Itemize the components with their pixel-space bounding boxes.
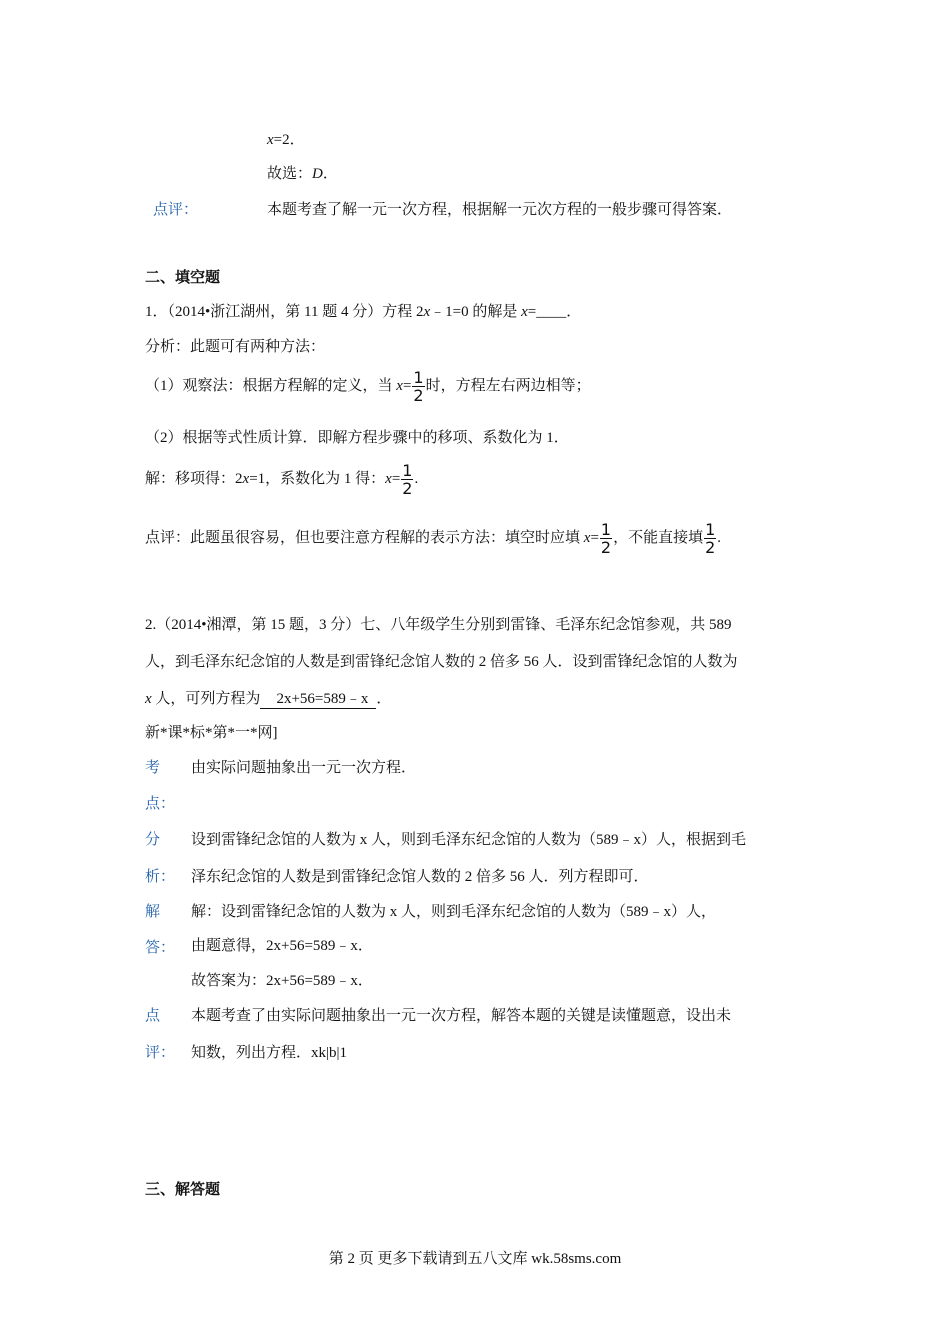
frac-den: 2 — [402, 479, 413, 498]
page-footer: 第 2 页 更多下载请到五八文库 wk.58sms.com — [328, 1251, 622, 1267]
solution-mid: =1，系数化为 1 得： — [249, 470, 386, 487]
var-x: x — [396, 377, 403, 394]
x-equals-2 — [267, 128, 305, 149]
line3-text: 人，可列方程为 — [151, 691, 261, 707]
fraction-one-half — [704, 521, 716, 556]
var-x: x — [385, 470, 392, 487]
fraction-one-half — [412, 369, 424, 404]
dian-label-2: 评： — [145, 1045, 176, 1061]
q1-question — [145, 300, 581, 321]
frac-den: 2 — [413, 386, 424, 405]
var-x: x — [267, 132, 274, 148]
method1-pre: （1）观察法：根据方程解的定义，当 — [145, 377, 397, 394]
frac-num: 1 — [413, 368, 424, 387]
solution-end: . — [414, 470, 419, 487]
q1-comment — [145, 521, 721, 556]
method1-eq: = — [402, 377, 412, 394]
fraction-one-half — [600, 521, 612, 556]
q1-solution — [145, 462, 418, 497]
frac-num: 1 — [600, 520, 612, 539]
method1-post: 时，方程左右两边相等； — [425, 377, 591, 394]
jie-line2: 由题意得，2x+56=589﹣x． — [191, 938, 373, 954]
q2-line1: 2.（2014•湘潭，第 15 题，3 分）七、八年级学生分别到雷锋、毛泽东纪念馆参观，共 589 — [145, 617, 732, 633]
q2-line2: 人，到毛泽东纪念馆的人数是到雷锋纪念馆人数的 2 倍多 56 人．设到雷锋纪念馆的人数为 — [145, 654, 738, 670]
q1-tail: =____． — [527, 304, 582, 320]
q1-method1 — [145, 369, 591, 404]
comment-pre: 点评：此题虽很容易，但也要注意方程解的表示方法：填空时应填 — [145, 529, 584, 546]
kao-label-1: 考 — [145, 760, 161, 776]
solution-pre: 解：移项得：2 — [145, 470, 243, 487]
choose-value: D — [312, 166, 323, 182]
dian-line1: 本题考查了由实际问题抽象出一元一次方程，解答本题的关键是读懂题意，设出未 — [191, 1008, 732, 1024]
comment-end: . — [717, 529, 722, 546]
var-x: x — [583, 529, 591, 546]
frac-den: 2 — [600, 538, 612, 557]
q1-number: 1． — [145, 304, 168, 320]
frac-num: 1 — [705, 520, 716, 539]
q2-answer-blank — [260, 687, 376, 709]
solution-eq: = — [391, 470, 401, 487]
choose-text: 故选： — [267, 166, 313, 182]
fen-line2: 泽东纪念馆的人数是到雷锋纪念馆人数的 2 倍多 56 人．列方程即可． — [191, 869, 649, 885]
jie-label-2: 答： — [145, 940, 176, 956]
var-x: x — [145, 691, 152, 707]
frac-num: 1 — [402, 461, 413, 480]
fen-line1: 设到雷锋纪念馆的人数为 x 人，则到毛泽东纪念馆的人数为（589﹣x）人，根据到毛 — [191, 832, 747, 848]
jie-label-1: 解 — [145, 904, 161, 920]
dian-line2: 知数，列出方程．xk|b|1 — [191, 1045, 348, 1061]
kao-text: 由实际问题抽象出一元一次方程． — [191, 760, 417, 776]
comment-mid: ，不能直接填 — [613, 529, 704, 546]
x-eq-rest: =2． — [273, 132, 305, 148]
q1-method2: （2）根据等式性质计算．即解方程步骤中的移项、系数化为 1． — [145, 430, 569, 446]
comment-label: 点评： — [153, 202, 199, 218]
comment-text: 本题考查了解一元一次方程，根据解一元次方程的一般步骤可得答案． — [267, 202, 733, 218]
line3-end: ． — [376, 691, 392, 707]
section-title-answer: 三、解答题 — [145, 1182, 221, 1198]
q2-line3 — [145, 687, 391, 709]
q1-eq: ﹣1=0 的解是 — [430, 304, 522, 320]
var-x: x — [521, 304, 528, 320]
kao-label-2: 点： — [145, 796, 176, 812]
section-title-fill-blank: 二、填空题 — [145, 270, 221, 286]
jie-line1: 解：设到雷锋纪念馆的人数为 x 人，则到毛泽东纪念馆的人数为（589﹣x）人， — [191, 904, 717, 920]
choose-line — [267, 162, 338, 183]
fraction-one-half — [401, 462, 413, 497]
q1-source: （2014•浙江湖州，第 11 题 4 分）方程 2 — [167, 304, 424, 320]
q2-answer: 2x+56=589﹣x — [276, 691, 369, 707]
q1-analysis: 分析：此题可有两种方法： — [145, 339, 326, 355]
dian-label-1: 点 — [145, 1008, 161, 1024]
choose-end: ． — [322, 166, 338, 182]
var-x: x — [423, 304, 431, 320]
jie-line3: 故答案为：2x+56=589﹣x． — [191, 973, 373, 989]
fen-label-2: 析： — [145, 869, 176, 885]
fen-label-1: 分 — [145, 832, 161, 848]
watermark-text: 新*课*标*第*一*网] — [145, 725, 278, 741]
var-x: x — [242, 470, 250, 487]
frac-den: 2 — [705, 538, 716, 557]
comment-eq: = — [590, 529, 599, 546]
